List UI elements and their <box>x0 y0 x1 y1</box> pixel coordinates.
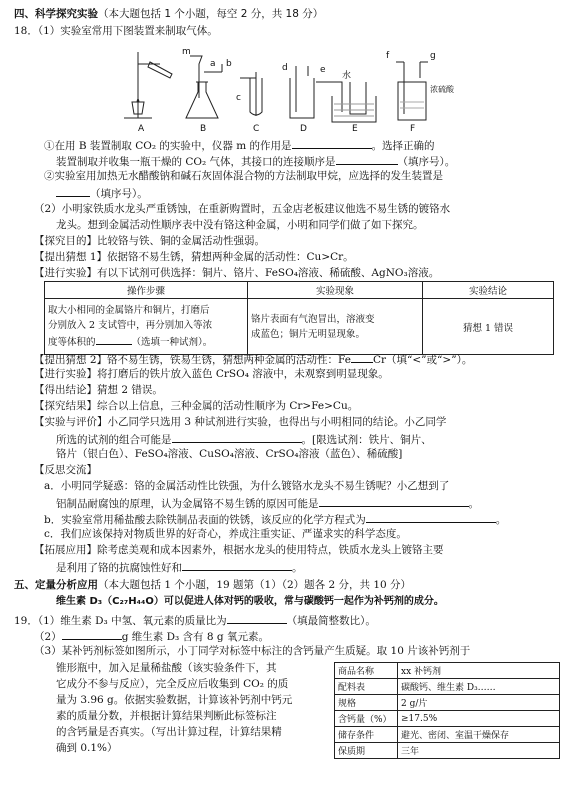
q19-p3-line1: 锥形瓶中，加入足量稀盐酸（该实验条件下，其 <box>56 662 277 674</box>
app-letter-e: E <box>352 124 358 134</box>
q18-p1-line1 <box>44 137 435 153</box>
app-letter-f: F <box>410 124 416 134</box>
q18-ext2a: 是利用了铬的抗腐蚀性好和 <box>56 562 182 574</box>
q19-p3-line5: 的含钙量是否真实。（写出计算过程，计算结果精 <box>56 726 282 738</box>
label-row <box>335 743 560 759</box>
label-key: 商品名称 <box>335 663 398 679</box>
label-row <box>335 711 560 727</box>
blank-vitd3-mass[interactable] <box>62 628 122 640</box>
q18-eval1: 【实验与评价】小乙同学只选用 3 种试剂进行实验，也得出与小明相同的结论。小乙同学 <box>34 416 447 428</box>
label-value: 碳酸钙、维生素 D₃…… <box>398 679 560 695</box>
app-letter-d: D <box>300 124 307 134</box>
app-letter-a: A <box>138 124 145 134</box>
label-value: ≥17.5% <box>398 711 560 727</box>
q18-final: 【探究结果】综合以上信息，三种金属的活动性顺序为 Cr>Fe>Cu。 <box>34 400 359 412</box>
q19-p3-line3: 量为 3.96 g。依据实验数据，计算该补钙剂中钙元 <box>56 694 293 706</box>
q18-ext2 <box>56 559 303 575</box>
app-letter-c: C <box>253 124 260 134</box>
section4-header <box>14 7 323 21</box>
q18-ra2a: 铝制品耐腐蚀的原理，认为金属铬不易生锈的原因可能是 <box>56 498 319 510</box>
label-row <box>335 695 560 711</box>
section4-title: 四、科学探究实验 <box>14 8 98 20</box>
obs-line2: 成蓝色；铜片无明显现象。 <box>251 328 366 340</box>
q18-hyp2b: Cr（填“<”或“>”）。 <box>372 354 473 366</box>
q19-p2 <box>34 628 269 644</box>
q18-p3-line2: 龙头。想到金属活动性顺序表中没有铬这种金属，小明和同学们做了如下探究。 <box>56 219 424 231</box>
q18-exp1: 【进行实验】有以下试剂可供选择：铜片、铬片、FeSO₄溶液、稀硫酸、AgNO₃溶液。 <box>34 267 440 279</box>
q19-p1b: （填最简整数比）。 <box>286 615 376 627</box>
step-line3b: （选填一种试剂）。 <box>131 337 213 348</box>
q18-p1d: （填序号）。 <box>397 156 456 168</box>
q19-p3-line0: （3）某补钙剂标签如图所示，小丁同学对标签中标注的含钙量产生质疑。取 10 片该补钙剂于 <box>34 645 471 657</box>
step-line3 <box>48 333 244 350</box>
label-value: 三年 <box>398 743 560 759</box>
q18-ext1: 【拓展应用】除考虑美观和成本因素外，根据水龙头的使用特点，铁质水龙头上镀铬主要 <box>34 544 444 556</box>
q18-ra2b: 。 <box>468 498 479 510</box>
label-value: 2 g/片 <box>398 695 560 711</box>
q18-p2b: （填序号）。 <box>90 188 148 200</box>
label-value: 避光、密闭、室温干燥保存 <box>398 727 560 743</box>
experiment-table-header <box>45 282 554 299</box>
blank-reagent-combo[interactable] <box>172 431 302 443</box>
label-row <box>335 679 560 695</box>
q19-p3-line4: 素的质量分数，并根据计算结果判断此标签标注 <box>56 710 277 722</box>
label-water: 水 <box>342 71 352 81</box>
q18-hyp2 <box>34 351 472 367</box>
q19-intro: 维生素 D₃（C₂₇H₄₄O）可以促进人体对钙的吸收，常与碳酸钙一起作为补钙剂的成分。 <box>56 596 444 607</box>
label-a: a <box>210 59 216 69</box>
label-g: g <box>430 51 436 61</box>
conclusion-cell: 猜想 1 错误 <box>423 299 554 355</box>
step-line2: 分别放入 2 支试管中，再分别加入等浓 <box>48 320 213 331</box>
blank-rust-reason[interactable] <box>319 495 469 507</box>
q18-ra2 <box>56 495 479 511</box>
q18-ext2b: 。 <box>292 562 303 574</box>
q18-rc: c．我们应该保持对物质世界的好奇心，养成注重实证、严谨求实的科学态度。 <box>44 528 407 540</box>
blank-m-role[interactable] <box>292 137 372 149</box>
blank-chrome-property[interactable] <box>182 559 292 571</box>
label-b: b <box>226 59 232 69</box>
q18-eval2b: 。[限选试剂：铁片、铜片、 <box>301 434 432 446</box>
experiment-table <box>44 281 554 355</box>
label-key: 含钙量（%） <box>335 711 398 727</box>
label-m: m <box>182 47 191 57</box>
q18-p2-line2 <box>56 185 148 201</box>
label-d: d <box>282 63 288 73</box>
q19-p2a: （2） <box>34 631 62 643</box>
blank-h-o-ratio[interactable] <box>227 612 287 624</box>
q19-p2b: g 维生素 D₃ 含有 8 g 氧元素。 <box>121 631 269 643</box>
q18-exp2: 【进行实验】将打磨后的铁片放入蓝色 CrSO₄ 溶液中，未观察到明显现象。 <box>34 368 389 380</box>
q18-p3-line1: （2）小明家铁质水龙头严重锈蚀，在重新购置时，五金店老板建议他选不易生锈的镀铬水 <box>34 203 451 215</box>
section4-note: （本大题包括 1 个小题，每空 2 分，共 18 分） <box>98 8 324 20</box>
q18-p1a: ①在用 B 装置制取 CO₂ 的实验中，仪器 m 的作用是 <box>44 140 292 152</box>
apparatus-figure <box>110 42 460 134</box>
q18-p1c: 装置制取并收集一瓶干燥的 CO₂ 气体，其接口的连接顺序是 <box>56 156 336 168</box>
q18-eval2 <box>56 431 432 447</box>
th-step: 操作步骤 <box>45 282 248 299</box>
q18-eval3: 铬片（银白色）、FeSO₄溶液、CuSO₄溶液、CrSO₄溶液（蓝色）、稀硫酸] <box>56 448 403 460</box>
q18-hyp1: 【提出猜想 1】依据铬不易生锈，猜想两种金属的活动性：Cu>Cr。 <box>34 251 354 263</box>
blank-connect-order[interactable] <box>336 153 398 165</box>
label-f: f <box>386 51 390 61</box>
q18-p1-line2 <box>56 153 455 169</box>
section5-header <box>14 578 411 592</box>
section5-title: 五、定量分析应用 <box>14 579 98 591</box>
q18-reflect: 【反思交流】 <box>34 464 97 476</box>
q18-goal: 【探究目的】比较铬与铁、铜的金属活动性强弱。 <box>34 235 265 247</box>
label-e: e <box>320 65 326 75</box>
label-row <box>335 663 560 679</box>
supplement-label-table <box>334 662 560 759</box>
q19-p1 <box>14 612 376 628</box>
blank-reagent[interactable] <box>96 333 132 345</box>
section5-note: （本大题包括 1 个小题，19 题第（1）（2）题各 2 分，共 10 分） <box>98 579 412 591</box>
q19-p3-line6: 确到 0.1%） <box>56 742 118 754</box>
q19-p1a: 19．（1）维生素 D₃ 中氢、氧元素的质量比为 <box>14 615 227 627</box>
label-key: 保质期 <box>335 743 398 759</box>
blank-equation[interactable] <box>366 511 496 523</box>
q18-hyp2a: 【提出猜想 2】铬不易生锈，铁易生锈，猜想两种金属的活动性：Fe <box>34 354 351 366</box>
q18-eval2a: 所选的试剂的组合可能是 <box>56 434 172 446</box>
th-conclusion: 实验结论 <box>423 282 554 299</box>
obs-line1: 铬片表面有气泡冒出，溶液变 <box>251 313 375 325</box>
q18-rb1 <box>44 511 506 527</box>
q18-p2-line1: ②实验室用加热无水醋酸钠和碱石灰固体混合物的方法制取甲烷，应选择的发生装置是 <box>44 170 443 182</box>
blank-fe-cr[interactable] <box>351 351 373 363</box>
q18-intro: 18．（1）实验室常用下图装置来制取气体。 <box>14 25 218 37</box>
th-observation: 实验现象 <box>248 282 423 299</box>
q18-ra1: a．小明同学疑惑：铬的金属活动性比铁强，为什么镀铬水龙头不易生锈呢？小乙想到了 <box>44 480 450 492</box>
label-key: 储存条件 <box>335 727 398 743</box>
label-key: 配料表 <box>335 679 398 695</box>
q18-rb1b: 。 <box>495 514 507 526</box>
q18-result: 【得出结论】猜想 2 错误。 <box>34 384 163 396</box>
q18-p1b: 。选择正确的 <box>371 140 435 152</box>
blank-methane-device[interactable] <box>56 185 90 197</box>
label-key: 规格 <box>335 695 398 711</box>
experiment-table-row <box>45 299 554 355</box>
label-value: xx 补钙剂 <box>398 663 560 679</box>
label-acid: 浓硫酸 <box>430 85 454 94</box>
label-c: c <box>236 93 241 103</box>
app-letter-b: B <box>200 124 207 134</box>
step-line1: 取大小相同的金属铬片和铜片，打磨后 <box>48 305 210 316</box>
step-line3a: 度等体积的 <box>48 337 96 348</box>
q19-p3-line2: 它成分不参与反应），完全反应后收集到 CO₂ 的质 <box>56 678 289 690</box>
q18-rb1a: b．实验室常用稀盐酸去除铁制品表面的铁锈，该反应的化学方程式为 <box>44 514 366 526</box>
label-row <box>335 727 560 743</box>
